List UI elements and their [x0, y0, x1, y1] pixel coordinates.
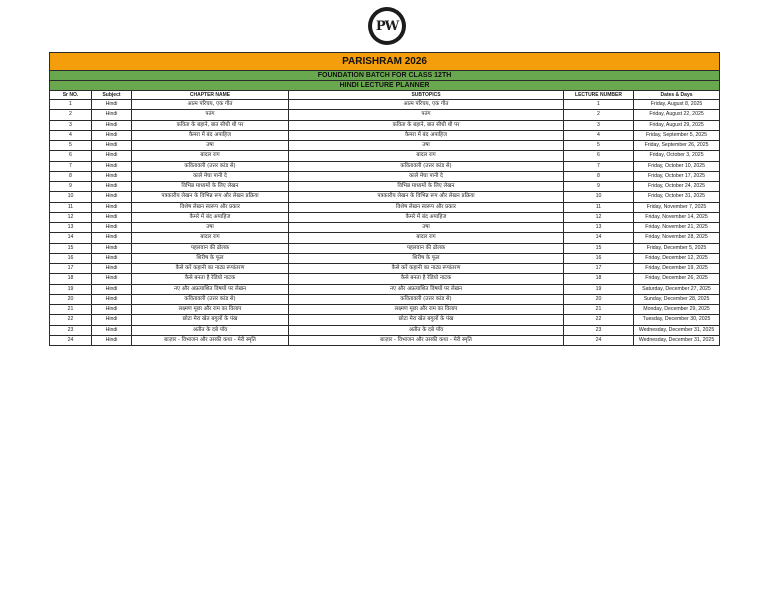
subtopic-cell: कविता के बहाने, बात सीधी थी पर [289, 120, 564, 130]
subject-cell: Hindi [92, 120, 132, 130]
lecture-number-cell: 21 [564, 305, 634, 315]
table-row [50, 233, 720, 243]
chapter-name-cell: काले मेघा पानी दे [132, 171, 289, 181]
date-cell: Saturday, December 27, 2025 [634, 284, 720, 294]
subject-cell: Hindi [92, 182, 132, 192]
subject-cell: Hindi [92, 325, 132, 335]
date-cell: Friday, December 12, 2025 [634, 253, 720, 263]
sr-no-cell: 4 [50, 130, 92, 140]
subject-cell: Hindi [92, 253, 132, 263]
table-row [50, 182, 720, 192]
lecture-number-cell: 7 [564, 161, 634, 171]
subtopic-cell: बादल राग [289, 151, 564, 161]
lecture-number-cell: 17 [564, 264, 634, 274]
subtopic-cell: पत्रकारीय लेखन के विभिन्न रूप और लेखन प्रक्रिया [289, 192, 564, 202]
table-row [50, 315, 720, 325]
sr-no-cell: 12 [50, 212, 92, 222]
date-cell: Friday, October 10, 2025 [634, 161, 720, 171]
column-header-lecture-number: LECTURE NUMBER [564, 91, 634, 100]
date-cell: Friday, October 3, 2025 [634, 151, 720, 161]
table-row [50, 171, 720, 181]
date-cell: Friday, August 22, 2025 [634, 110, 720, 120]
sr-no-cell: 3 [50, 120, 92, 130]
subtopic-cell: कैसे बनता है रेडियो नाटक [289, 274, 564, 284]
date-cell: Friday, November 21, 2025 [634, 223, 720, 233]
date-cell: Friday, August 8, 2025 [634, 100, 720, 110]
lecture-number-cell: 4 [564, 130, 634, 140]
date-cell: Friday, December 26, 2025 [634, 274, 720, 284]
sr-no-cell: 14 [50, 233, 92, 243]
chapter-name-cell: कैमरा में बंद अपाहिज [132, 130, 289, 140]
date-cell: Friday, November 14, 2025 [634, 212, 720, 222]
lecture-number-cell: 16 [564, 253, 634, 263]
lecture-number-cell: 3 [564, 120, 634, 130]
sr-no-cell: 20 [50, 294, 92, 304]
sr-no-cell: 11 [50, 202, 92, 212]
chapter-name-cell: कैमरे में बंद अपाहिज [132, 212, 289, 222]
subtopic-cell: कैमरे में बंद अपाहिज [289, 212, 564, 222]
subtopic-cell: उषा [289, 141, 564, 151]
sr-no-cell: 19 [50, 284, 92, 294]
sr-no-cell: 1 [50, 100, 92, 110]
chapter-name-cell: पहलवान की ढोलक [132, 243, 289, 253]
table-row [50, 212, 720, 222]
table-row [50, 120, 720, 130]
subject-cell: Hindi [92, 100, 132, 110]
chapter-name-cell: आत्म परिचय, एक गीत [132, 100, 289, 110]
lecture-number-cell: 12 [564, 212, 634, 222]
subtopic-cell: छोटा मेरा खेत बगुलों के पंख [289, 315, 564, 325]
table-row [50, 202, 720, 212]
lecture-number-cell: 8 [564, 171, 634, 181]
date-cell: Friday, December 5, 2025 [634, 243, 720, 253]
lecture-planner-table [49, 52, 720, 346]
table-row [50, 151, 720, 161]
lecture-number-cell: 11 [564, 202, 634, 212]
chapter-name-cell: नए और अप्रत्याशित विषयों पर लेखन [132, 284, 289, 294]
table-row [50, 284, 720, 294]
chapter-name-cell: कवितावली (उत्तर कांड से) [132, 294, 289, 304]
chapter-name-cell: बाज़ार - विभाजन और उसकी कथा - मेरी स्मृति [132, 335, 289, 345]
date-cell: Monday, December 29, 2025 [634, 305, 720, 315]
chapter-name-cell: कैसे बनता है रेडियो नाटक [132, 274, 289, 284]
subtopic-cell: अतीत के दबे पाँव [289, 325, 564, 335]
date-cell: Wednesday, December 31, 2025 [634, 335, 720, 345]
sr-no-cell: 15 [50, 243, 92, 253]
subject-cell: Hindi [92, 171, 132, 181]
chapter-name-cell: बादल राग [132, 233, 289, 243]
lecture-number-cell: 6 [564, 151, 634, 161]
column-header-subtopics: SUBTOPICS [289, 91, 564, 100]
table-row [50, 294, 720, 304]
subject-cell: Hindi [92, 264, 132, 274]
subtopic-cell: पतंग [289, 110, 564, 120]
title-row [50, 53, 720, 71]
table-row [50, 305, 720, 315]
subject-cell: Hindi [92, 223, 132, 233]
lecture-number-cell: 15 [564, 243, 634, 253]
sr-no-cell: 18 [50, 274, 92, 284]
lecture-number-cell: 23 [564, 325, 634, 335]
column-header-dates-days: Dates & Days [634, 91, 720, 100]
lecture-number-cell: 1 [564, 100, 634, 110]
chapter-name-cell: कवितावली (उत्तर कांड से) [132, 161, 289, 171]
date-cell: Sunday, December 28, 2025 [634, 294, 720, 304]
subject-cell: Hindi [92, 110, 132, 120]
sr-no-cell: 21 [50, 305, 92, 315]
subject-cell: Hindi [92, 141, 132, 151]
chapter-name-cell: विभिन्न माध्यमों के लिए लेखन [132, 182, 289, 192]
sr-no-cell: 17 [50, 264, 92, 274]
date-cell: Friday, October 24, 2025 [634, 182, 720, 192]
batch-row [50, 71, 720, 81]
subtopic-cell: विभिन्न माध्यमों के लिए लेखन [289, 182, 564, 192]
lecture-number-cell: 22 [564, 315, 634, 325]
subtopic-cell: नए और अप्रत्याशित विषयों पर लेखन [289, 284, 564, 294]
table-row [50, 130, 720, 140]
lecture-number-cell: 18 [564, 274, 634, 284]
chapter-name-cell: पतंग [132, 110, 289, 120]
chapter-name-cell: पत्रकारीय लेखन के विभिन्न रूप और लेखन प्रक्रिया [132, 192, 289, 202]
subject-cell: Hindi [92, 335, 132, 345]
column-header-subject: Subject [92, 91, 132, 100]
lecture-number-cell: 19 [564, 284, 634, 294]
subject-cell: Hindi [92, 233, 132, 243]
table-row [50, 253, 720, 263]
chapter-name-cell: अतीत के दबे पाँव [132, 325, 289, 335]
date-cell: Friday, November 7, 2025 [634, 202, 720, 212]
date-cell: Friday, August 29, 2025 [634, 120, 720, 130]
subtopic-cell: बादल राग [289, 233, 564, 243]
date-cell: Friday, September 5, 2025 [634, 130, 720, 140]
subtopic-cell: काले मेघा पानी दे [289, 171, 564, 181]
table-row [50, 223, 720, 233]
date-cell: Tuesday, December 30, 2025 [634, 315, 720, 325]
table-row [50, 325, 720, 335]
chapter-name-cell: उषा [132, 223, 289, 233]
subtopic-cell: पहलवान की ढोलक [289, 243, 564, 253]
subtopic-cell: कैमरा में बंद अपाहिज [289, 130, 564, 140]
subtopic-cell: कैसे करें कहानी का नाट्य रूपांतरण [289, 264, 564, 274]
lecture-number-cell: 20 [564, 294, 634, 304]
planner-row [50, 81, 720, 91]
sr-no-cell: 22 [50, 315, 92, 325]
table-row [50, 192, 720, 202]
sr-no-cell: 9 [50, 182, 92, 192]
lecture-number-cell: 5 [564, 141, 634, 151]
subject-cell: Hindi [92, 284, 132, 294]
lecture-number-cell: 14 [564, 233, 634, 243]
pw-logo-text: PW [372, 11, 402, 41]
subtopic-cell: बाज़ार - विभाजन और उसकी कथा - मेरी स्मृति [289, 335, 564, 345]
date-cell: Friday, September 26, 2025 [634, 141, 720, 151]
chapter-name-cell: कविता के बहाने, बात सीधी थी पर [132, 120, 289, 130]
pw-logo [368, 7, 406, 45]
date-cell: Friday, December 19, 2025 [634, 264, 720, 274]
table-row [50, 110, 720, 120]
subtopic-cell: आत्म परिचय, एक गीत [289, 100, 564, 110]
column-header-row [50, 91, 720, 100]
column-header-sr-no: Sr NO. [50, 91, 92, 100]
subject-cell: Hindi [92, 315, 132, 325]
table-body [50, 100, 720, 346]
sr-no-cell: 5 [50, 141, 92, 151]
lecture-number-cell: 10 [564, 192, 634, 202]
table-row [50, 100, 720, 110]
planner-title: HINDI LECTURE PLANNER [50, 81, 720, 91]
table-row [50, 264, 720, 274]
subject-cell: Hindi [92, 161, 132, 171]
subject-cell: Hindi [92, 202, 132, 212]
table-row [50, 274, 720, 284]
lecture-number-cell: 9 [564, 182, 634, 192]
lecture-number-cell: 24 [564, 335, 634, 345]
lecture-number-cell: 2 [564, 110, 634, 120]
table-row [50, 141, 720, 151]
chapter-name-cell: कैसे करें कहानी का नाट्य रूपांतरण [132, 264, 289, 274]
chapter-name-cell: लक्ष्मण मूछा और राम का विलाप [132, 305, 289, 315]
sr-no-cell: 24 [50, 335, 92, 345]
table-row [50, 335, 720, 345]
subject-cell: Hindi [92, 151, 132, 161]
date-cell: Wednesday, December 31, 2025 [634, 325, 720, 335]
date-cell: Friday, October 17, 2025 [634, 171, 720, 181]
sr-no-cell: 8 [50, 171, 92, 181]
subject-cell: Hindi [92, 130, 132, 140]
chapter-name-cell: छोटा मेरा खेत बगुलों के पंख [132, 315, 289, 325]
sheet-title: PARISHRAM 2026 [50, 53, 720, 71]
subject-cell: Hindi [92, 243, 132, 253]
subject-cell: Hindi [92, 294, 132, 304]
sr-no-cell: 10 [50, 192, 92, 202]
sr-no-cell: 2 [50, 110, 92, 120]
subtopic-cell: शिरीष के फूल [289, 253, 564, 263]
chapter-name-cell: उषा [132, 141, 289, 151]
table-row [50, 243, 720, 253]
subtopic-cell: विशेष लेखन स्वरूप और प्रकार [289, 202, 564, 212]
sr-no-cell: 16 [50, 253, 92, 263]
subject-cell: Hindi [92, 274, 132, 284]
subtopic-cell: लक्ष्मण मूछा और राम का विलाप [289, 305, 564, 315]
subject-cell: Hindi [92, 192, 132, 202]
chapter-name-cell: विशेष लेखन स्वरूप और प्रकार [132, 202, 289, 212]
batch-title: FOUNDATION BATCH FOR CLASS 12TH [50, 71, 720, 81]
sr-no-cell: 6 [50, 151, 92, 161]
subtopic-cell: कवितावली (उत्तर कांड से) [289, 161, 564, 171]
subject-cell: Hindi [92, 305, 132, 315]
lecture-number-cell: 13 [564, 223, 634, 233]
chapter-name-cell: बादल राग [132, 151, 289, 161]
chapter-name-cell: शिरीष के फूल [132, 253, 289, 263]
sr-no-cell: 7 [50, 161, 92, 171]
table-row [50, 161, 720, 171]
sr-no-cell: 13 [50, 223, 92, 233]
subtopic-cell: कवितावली (उत्तर कांड से) [289, 294, 564, 304]
date-cell: Friday, October 31, 2025 [634, 192, 720, 202]
subtopic-cell: उषा [289, 223, 564, 233]
date-cell: Friday, November 28, 2025 [634, 233, 720, 243]
sr-no-cell: 23 [50, 325, 92, 335]
subject-cell: Hindi [92, 212, 132, 222]
column-header-chapter-name: CHAPTER NAME [132, 91, 289, 100]
